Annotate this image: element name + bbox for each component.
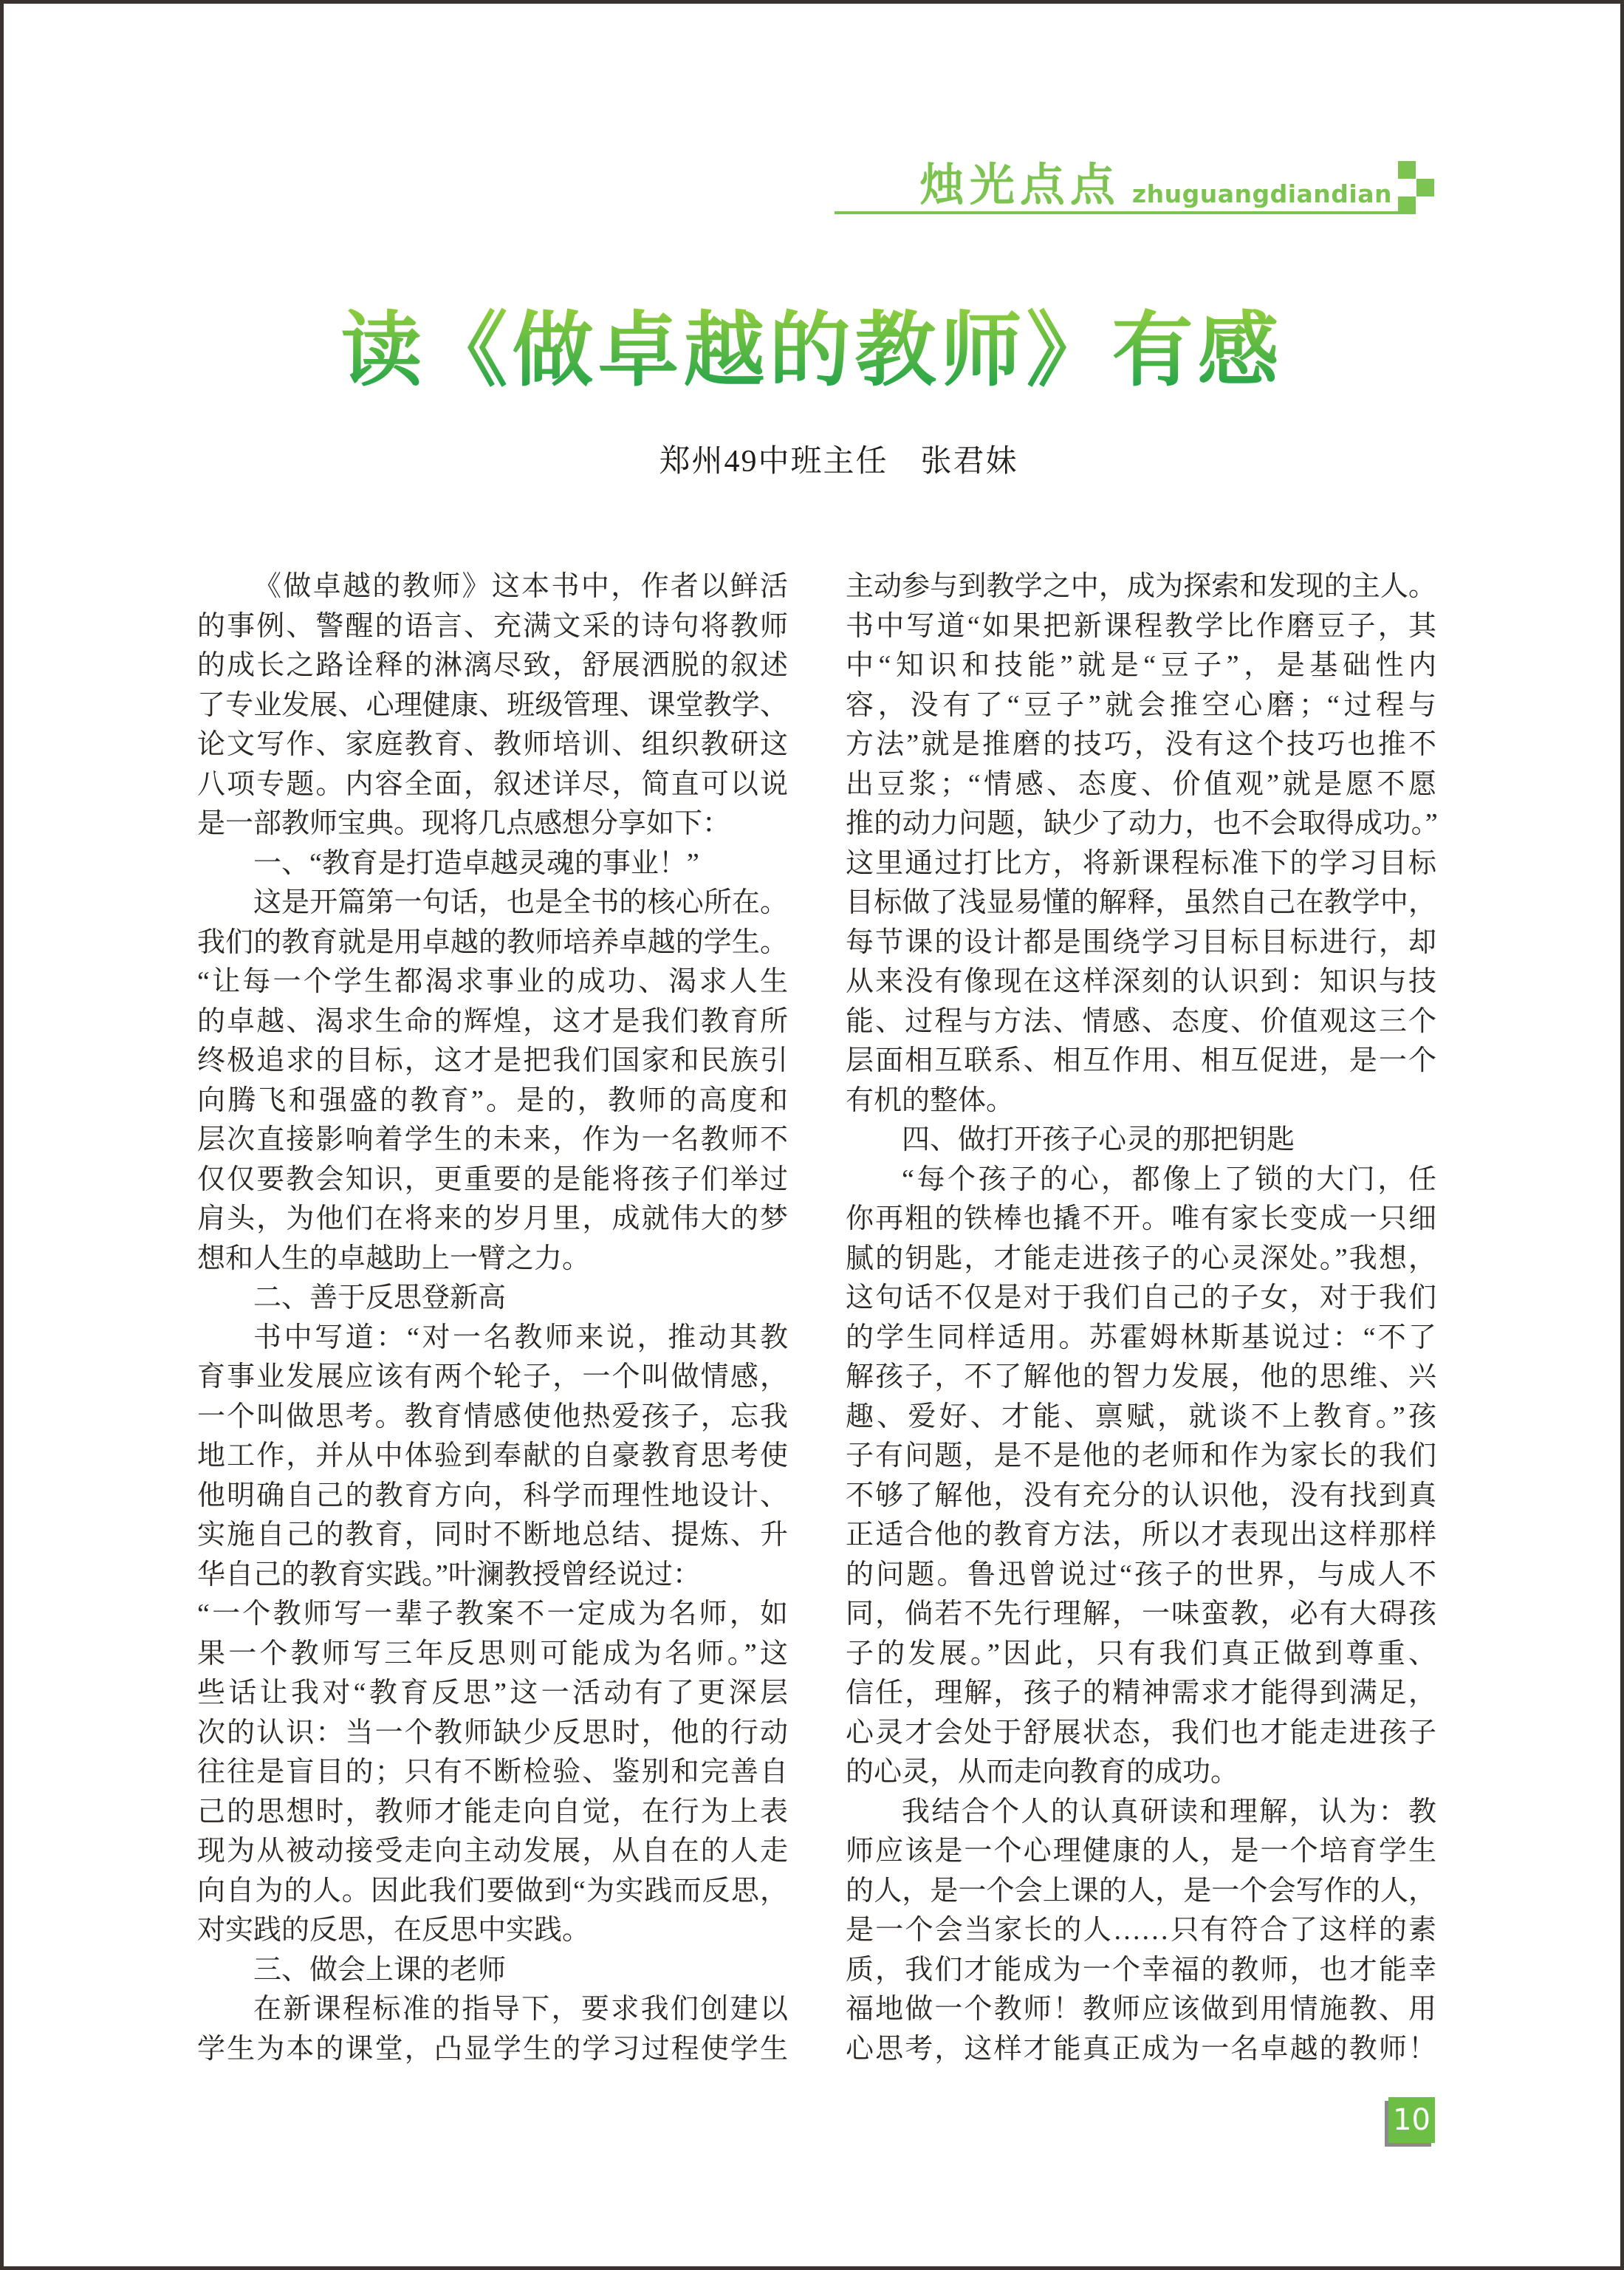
body-line: 一、“教育是打造卓越灵魂的事业！” [253, 847, 699, 879]
article-byline: 郑州49中班主任 张君妹 [659, 445, 1018, 479]
body-line: 的问题。鲁迅曾说过“孩子的世界，与成人不 [846, 1559, 1436, 1590]
body-line: 华自己的教育实践。”叶澜教授曾经说过： [197, 1559, 701, 1590]
body-line: 仅仅要教会知识，更重要的是能将孩子们举过 [197, 1163, 788, 1195]
body-line: 《做卓越的教师》这本书中，作者以鲜活 [253, 571, 788, 602]
body-line: “每个孩子的心，都像上了锁的大门，任 [902, 1163, 1436, 1195]
body-line: 层面相互联系、相互作用、相互促进，是一个 [846, 1045, 1436, 1076]
body-line: 书中写道“如果把新课程教学比作磨豆子，其 [846, 610, 1436, 642]
body-line: 我们的教育就是用卓越的教师培养卓越的学生。 [197, 926, 788, 958]
body-line: 一个叫做思考。教育情感使他热爱孩子，忘我 [197, 1401, 788, 1432]
body-line: 八项专题。内容全面，叙述详尽，简直可以说 [197, 768, 788, 800]
body-line: 我结合个人的认真研读和理解，认为：教 [902, 1796, 1436, 1828]
body-line: 这里通过打比方，将新课程标准下的学习目标 [846, 847, 1436, 879]
body-line: 学生为本的课堂，凸显学生的学习过程使学生 [197, 2033, 788, 2065]
body-line: 实施自己的教育，同时不断地总结、提炼、升 [197, 1519, 788, 1551]
body-line: 主动参与到教学之中，成为探索和发现的主人。 [846, 571, 1436, 602]
body-line: 心思考，这样才能真正成为一名卓越的教师！ [846, 2033, 1436, 2065]
page-number-badge: 10 [1388, 2097, 1435, 2143]
body-line: 的心灵，从而走向教育的成功。 [846, 1757, 1239, 1788]
body-line: 现为从被动接受走向主动发展，从自在的人走 [197, 1836, 788, 1867]
body-line: 的学生同样适用。苏霍姆林斯基说过：“不了 [846, 1322, 1436, 1353]
body-line: 些话让我对“教育反思”这一活动有了更深层 [197, 1678, 788, 1709]
body-line: 往往是盲目的；只有不断检验、鉴别和完善自 [197, 1757, 788, 1788]
body-line: 福地做一个教师！教师应该做到用情施教、用 [846, 1994, 1436, 2025]
right-column [846, 567, 1436, 2069]
body-line: 地工作，并从中体验到奉献的自豪教育思考使 [197, 1440, 788, 1471]
body-line: 的成长之路诠释的淋漓尽致，舒展洒脱的叙述 [197, 650, 788, 681]
body-line: 解孩子，不了解他的智力发展，他的思维、兴 [846, 1361, 1436, 1392]
body-line: 目标做了浅显易懂的解释，虽然自己在教学中， [846, 887, 1436, 918]
body-line: 终极追求的目标，这才是把我们国家和民族引 [197, 1045, 788, 1076]
body-line: 四、做打开孩子心灵的那把钥匙 [902, 1124, 1295, 1155]
body-line: 他明确自己的教育方向，科学而理性地设计、 [197, 1480, 788, 1511]
body-line: 了专业发展、心理健康、班级管理、课堂教学、 [197, 689, 788, 721]
body-line: 对实践的反思，在反思中实践。 [197, 1915, 591, 1946]
body-line: 趣、爱好、才能、禀赋，就谈不上教育。”孩 [846, 1401, 1436, 1432]
body-line: 不够了解他，没有充分的认识他，没有找到真 [846, 1480, 1436, 1511]
section-header [835, 154, 1407, 214]
checker-squares-icon [1398, 161, 1435, 214]
body-line: 向自为的人。因此我们要做到“为实践而反思， [197, 1875, 788, 1907]
body-line: 腻的钥匙，才能走进孩子的心灵深处。”我想， [846, 1242, 1436, 1274]
body-line: 子的发展。”因此，只有我们真正做到尊重、 [846, 1638, 1436, 1669]
body-line: 容，没有了“豆子”就会推空心磨；“过程与 [846, 689, 1436, 721]
body-line: 果一个教师写三年反思则可能成为名师。”这 [197, 1638, 788, 1669]
body-line: 正适合他的教育方法，所以才表现出这样那样 [846, 1519, 1436, 1551]
body-line: 每节课的设计都是围绕学习目标目标进行，却 [846, 926, 1436, 958]
body-line: “让每一个学生都渴求事业的成功、渴求人生 [197, 966, 788, 997]
body-line: 子有问题，是不是他的老师和作为家长的我们 [846, 1440, 1436, 1471]
body-line: 是一个会当家长的人……只有符合了这样的素 [846, 1915, 1436, 1946]
body-line: 想和人生的卓越助上一臂之力。 [197, 1242, 591, 1274]
article-title: 读《做卓越的教师》有感 [4, 295, 1620, 406]
body-line: 育事业发展应该有两个轮子，一个叫做情感， [197, 1361, 788, 1392]
section-title: 烛光点点 [919, 159, 1120, 212]
body-line: 方法”就是推磨的技巧，没有这个技巧也推不 [846, 729, 1436, 760]
body-line: 同，倘若不先行理解，一味蛮教，必有大碍孩 [846, 1599, 1436, 1630]
body-line: 这句话不仅是对于我们自己的子女，对于我们 [846, 1282, 1436, 1313]
body-line: 二、善于反思登新高 [253, 1282, 507, 1313]
section-title-pinyin: zhuguangdiandian [1131, 180, 1392, 208]
body-line: 在新课程标准的指导下，要求我们创建以 [253, 1994, 788, 2025]
body-line: 层次直接影响着学生的未来，作为一名教师不 [197, 1124, 788, 1155]
body-line: 次的认识：当一个教师缺少反思时，他的行动 [197, 1717, 788, 1748]
body-line: 信任，理解，孩子的精神需求才能得到满足， [846, 1678, 1436, 1709]
left-column [197, 567, 788, 2069]
body-line: 有机的整体。 [846, 1084, 1015, 1116]
body-line: 向腾飞和强盛的教育”。是的，教师的高度和 [197, 1084, 788, 1116]
body-line: 是一部教师宝典。现将几点感想分享如下： [197, 808, 731, 839]
body-line: 从来没有像现在这样深刻的认识到：知识与技 [846, 966, 1436, 997]
body-line: 师应该是一个心理健康的人，是一个培育学生 [846, 1836, 1436, 1867]
body-line: 书中写道：“对一名教师来说，推动其教 [253, 1322, 788, 1353]
body-line: 的人，是一个会上课的人，是一个会写作的人， [846, 1875, 1436, 1907]
body-line: 肩头，为他们在将来的岁月里，成就伟大的梦 [197, 1203, 788, 1234]
body-line: 的卓越、渴求生命的辉煌，这才是我们教育所 [197, 1005, 788, 1037]
body-line: 的事例、警醒的语言、充满文采的诗句将教师 [197, 610, 788, 642]
body-line: 出豆浆；“情感、态度、价值观”就是愿不愿 [846, 768, 1436, 800]
body-line: 推的动力问题，缺少了动力，也不会取得成功。” [846, 808, 1436, 839]
body-line: 论文写作、家庭教育、教师培训、组织教研这 [197, 729, 788, 760]
body-line: 你再粗的铁棒也撬不开。唯有家长变成一只细 [846, 1203, 1436, 1234]
body-line: 己的思想时，教师才能走向自觉，在行为上表 [197, 1796, 788, 1828]
body-line: 心灵才会处于舒展状态，我们也才能走进孩子 [846, 1717, 1436, 1748]
body-line: 这是开篇第一句话，也是全书的核心所在。 [253, 887, 788, 918]
body-line: 中“知识和技能”就是“豆子”，是基础性内 [846, 650, 1436, 681]
body-line: 能、过程与方法、情感、态度、价值观这三个 [846, 1005, 1436, 1037]
body-line: 三、做会上课的老师 [253, 1954, 507, 1986]
body-line: 质，我们才能成为一个幸福的教师，也才能幸 [846, 1954, 1436, 1986]
body-line: “一个教师写一辈子教案不一定成为名师，如 [197, 1599, 788, 1630]
